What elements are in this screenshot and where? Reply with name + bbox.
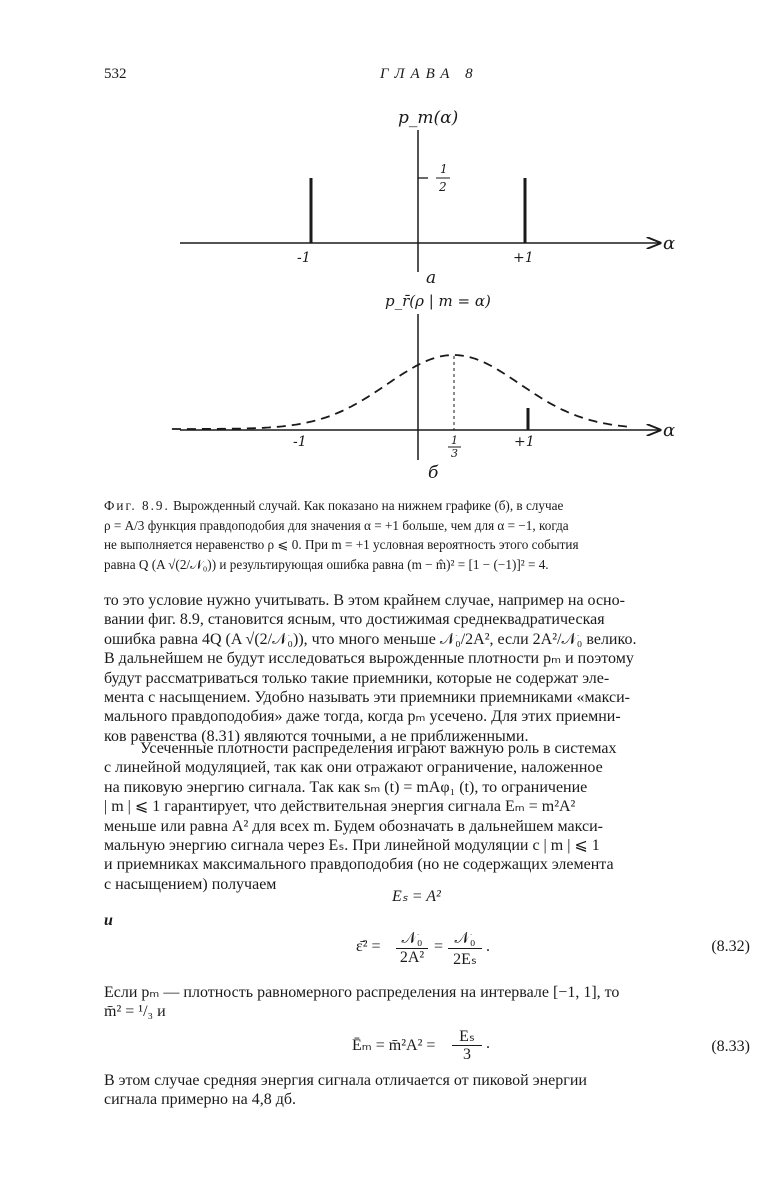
eq833-end: . bbox=[486, 1035, 490, 1052]
eq832-end: . bbox=[486, 938, 490, 955]
bottom-tick-pos1: +1 bbox=[514, 434, 535, 450]
text-line: вании фиг. 8.9, становится ясным, что достижимая среднеквадратическая bbox=[104, 611, 605, 629]
figure-8-9 bbox=[0, 0, 770, 500]
equation-es: Eₛ = A² bbox=[392, 888, 441, 905]
eq832-frac1-den: 2A² bbox=[396, 948, 428, 967]
page-number: 532 bbox=[104, 66, 127, 82]
figure-caption bbox=[104, 496, 750, 574]
top-plot bbox=[180, 108, 675, 288]
bottom-third-den: 3 bbox=[451, 447, 458, 460]
caption-line-1: ρ = A/3 функция правдоподобия для значения α = +1 больше, чем для α = −1, когда bbox=[104, 517, 569, 533]
eq832-frac1-num: 𝒩₀ bbox=[401, 930, 423, 947]
caption-line bbox=[104, 496, 750, 516]
text-line: будут рассматриваться только такие приемники, которые не содержат эле- bbox=[104, 669, 610, 687]
bottom-x-label: α bbox=[663, 420, 676, 441]
text-line: В дальнейшем не будут исследоваться вырожденные плотности pₘ и поэтому bbox=[104, 650, 634, 668]
eq833-lhs: Ēₘ = m̄²A² = bbox=[352, 1037, 436, 1054]
bottom-third-num: 1 bbox=[451, 434, 458, 447]
eq833-frac-num: Eₛ bbox=[459, 1028, 475, 1045]
caption-line-0: Вырожденный случай. Как показано на нижнем графике (б), в случае bbox=[173, 498, 564, 513]
caption-line-2: не выполняется неравенство ρ ⩽ 0. При m = +1 условная вероятность этого события bbox=[104, 537, 579, 552]
equation-number-8-33: (8.33) bbox=[711, 1038, 750, 1055]
paragraph-1 bbox=[104, 591, 750, 746]
top-x-label: α bbox=[663, 233, 676, 254]
eq833-frac-den: 3 bbox=[452, 1045, 482, 1064]
equation-number-8-32: (8.32) bbox=[711, 938, 750, 955]
text-line: сигнала примерно на 4,8 дб. bbox=[104, 1091, 296, 1109]
text-line: Если pₘ — плотность равномерного распределения на интервале [−1, 1], то bbox=[104, 984, 620, 1001]
text-line: меньше или равна A² для всех m. Будем обозначать в дальнейшем макси- bbox=[104, 817, 603, 835]
chapter-title: ГЛАВА 8 bbox=[380, 66, 479, 82]
bottom-density-curve bbox=[172, 355, 632, 429]
text-line: с линейной модуляцией, так как они отражают ограничение, наложенное bbox=[104, 759, 603, 777]
text-line: мального правдоподобия» даже тогда, когда pₘ усечено. Для этих приемни- bbox=[104, 708, 621, 726]
bottom-tick-neg1: -1 bbox=[293, 434, 307, 450]
eq832-lhs: ε̄² = bbox=[356, 938, 381, 955]
text-line: то это условие нужно учитывать. В этом крайнем случае, например на осно- bbox=[104, 592, 625, 609]
text-line: мента с насыщением. Удобно называть эти приемники приемниками «макси- bbox=[104, 689, 630, 707]
text-line: ков равенства (8.31) являются точными, а не приближенными. bbox=[104, 727, 529, 745]
text-line: m̄² = ¹/₃ и bbox=[104, 1003, 166, 1021]
top-y-label: p_m(α) bbox=[398, 108, 459, 128]
eq832-frac2-num: 𝒩₀ bbox=[454, 930, 476, 947]
paragraph-4 bbox=[104, 1071, 750, 1110]
paragraph-2 bbox=[104, 739, 750, 894]
paragraph-3 bbox=[104, 983, 750, 1022]
top-tick-neg1: -1 bbox=[297, 250, 311, 266]
text-line: на пиковую энергию сигнала. Так как sₘ (t) = mAφ₁ (t), то ограничение bbox=[104, 778, 588, 796]
top-half-num: 1 bbox=[440, 162, 448, 176]
eq832-frac2-den: 2Eₛ bbox=[448, 948, 482, 969]
text-line: Усеченные плотности распределения играют важную роль в системах bbox=[140, 740, 617, 757]
caption-line-3: равна Q (A √(2/𝒩₀)) и результирующая ошибка равна (m − m̂)² = [1 − (−1)]² = 4. bbox=[104, 556, 549, 572]
top-tick-pos1: +1 bbox=[513, 250, 534, 266]
top-sublabel: a bbox=[426, 268, 437, 288]
top-half-den: 2 bbox=[439, 180, 447, 194]
and-word: и bbox=[104, 912, 113, 929]
text-line: | m | ⩽ 1 гарантирует, что действительная энергия сигнала Eₘ = m²A² bbox=[104, 798, 576, 816]
text-line: ошибка равна 4Q (A √(2/𝒩₀)), что много меньше 𝒩₀/2A², если 2A²/𝒩₀ велико. bbox=[104, 630, 637, 648]
text-line: с насыщением) получаем bbox=[104, 875, 277, 893]
eq832-equals: = bbox=[434, 938, 444, 955]
bottom-sublabel: б bbox=[428, 463, 439, 483]
caption-label: Фиг. 8.9. bbox=[104, 498, 170, 513]
text-line: В этом случае средняя энергия сигнала отличается от пиковой энергии bbox=[104, 1072, 587, 1089]
bottom-y-label: p_r̄(ρ | m = α) bbox=[385, 292, 491, 310]
text-line: и приемниках максимального правдоподобия (но не содержащих элемента bbox=[104, 856, 614, 874]
text-line: мальную энергию сигнала через Eₛ. При линейной модуляции с | m | ⩽ 1 bbox=[104, 837, 600, 855]
bottom-plot bbox=[172, 292, 675, 483]
